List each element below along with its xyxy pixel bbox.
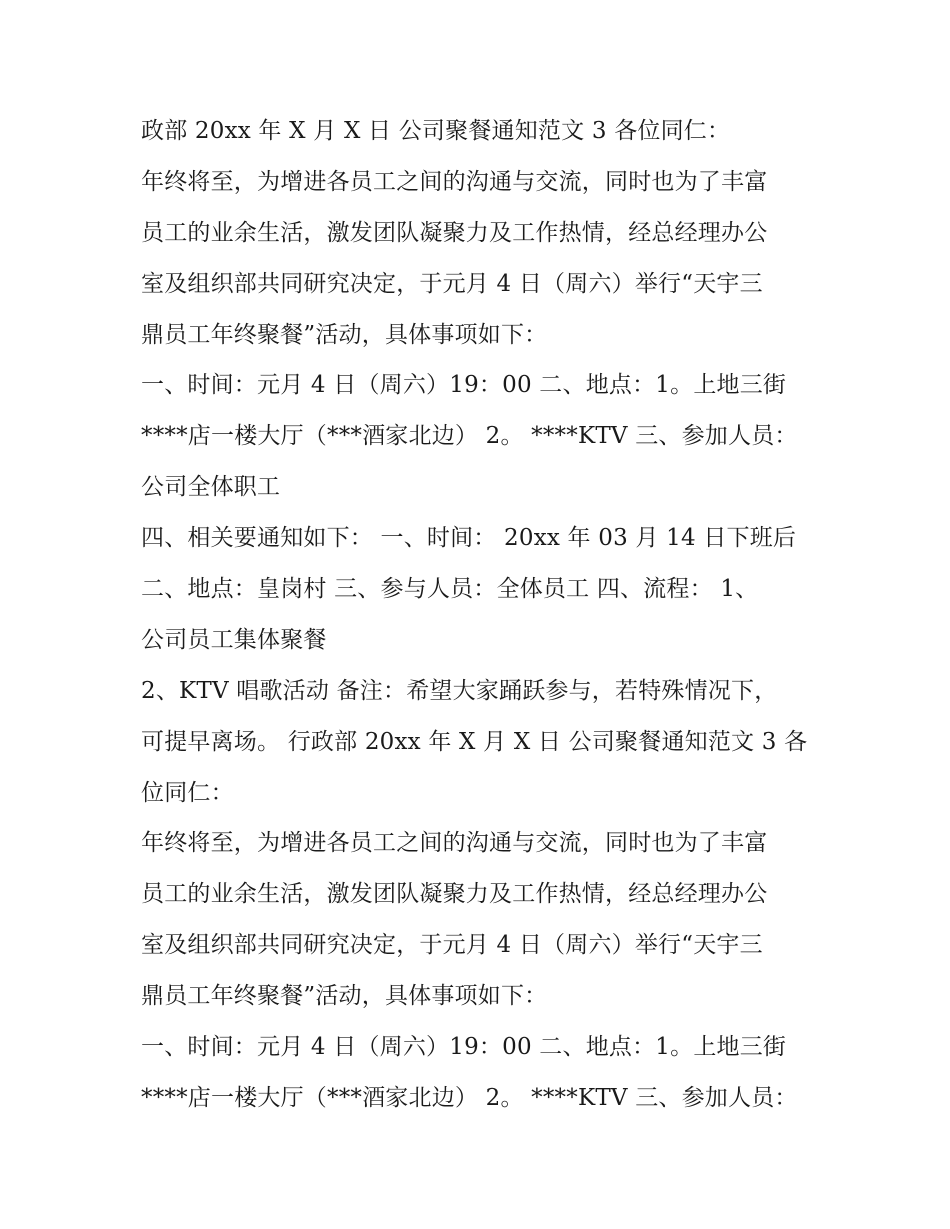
text-line: 政部 20xx 年 X 月 X 日 公司聚餐通知范文 3 各位同仁： — [141, 118, 731, 144]
text-line: 室及组织部共同研究决定，于元月 4 日（周六）举行“天宇三 — [141, 932, 763, 959]
text-line: 年终将至，为增进各员工之间的沟通与交流，同时也为了丰富 — [141, 830, 768, 857]
text-line: 公司员工集体聚餐 — [141, 626, 327, 653]
text-line: 位同仁： — [141, 779, 234, 806]
text-line: 可提早离场。 行政部 20xx 年 X 月 X 日 公司聚餐通知范文 3 各 — [141, 728, 808, 755]
text-line: 年终将至，为增进各员工之间的沟通与交流，同时也为了丰富 — [141, 168, 768, 195]
text-line: ****店一楼大厅（***酒家北边） 2。 ****KTV 三、参加人员： — [141, 423, 798, 450]
text-line: 2、KTV 唱歌活动 备注：希望大家踊跃参与，若特殊情况下， — [141, 677, 778, 704]
text-line: 一、时间：元月 4 日（周六）19：00 二、地点：1。上地三街 — [141, 372, 787, 399]
text-line: 室及组织部共同研究决定，于元月 4 日（周六）举行“天宇三 — [141, 270, 763, 297]
text-line: ****店一楼大厅（***酒家北边） 2。 ****KTV 三、参加人员： — [141, 1084, 798, 1111]
text-line: 公司全体职工 — [141, 474, 281, 501]
text-line: 员工的业余生活，激发团队凝聚力及工作热情，经总经理办公 — [141, 219, 768, 246]
text-line: 四、相关要通知如下： 一、时间： 20xx 年 03 月 14 日下班后 — [141, 525, 797, 552]
text-line: 鼎员工年终聚餐”活动，具体事项如下： — [141, 321, 548, 348]
text-line: 员工的业余生活，激发团队凝聚力及工作热情，经总经理办公 — [141, 881, 768, 908]
document-body — [141, 106, 841, 1124]
text-line: 鼎员工年终聚餐”活动，具体事项如下： — [141, 983, 548, 1010]
text-line: 一、时间：元月 4 日（周六）19：00 二、地点：1。上地三街 — [141, 1034, 787, 1061]
text-line: 二、地点：皇岗村 三、参与人员：全体员工 四、流程： 1、 — [141, 576, 759, 603]
